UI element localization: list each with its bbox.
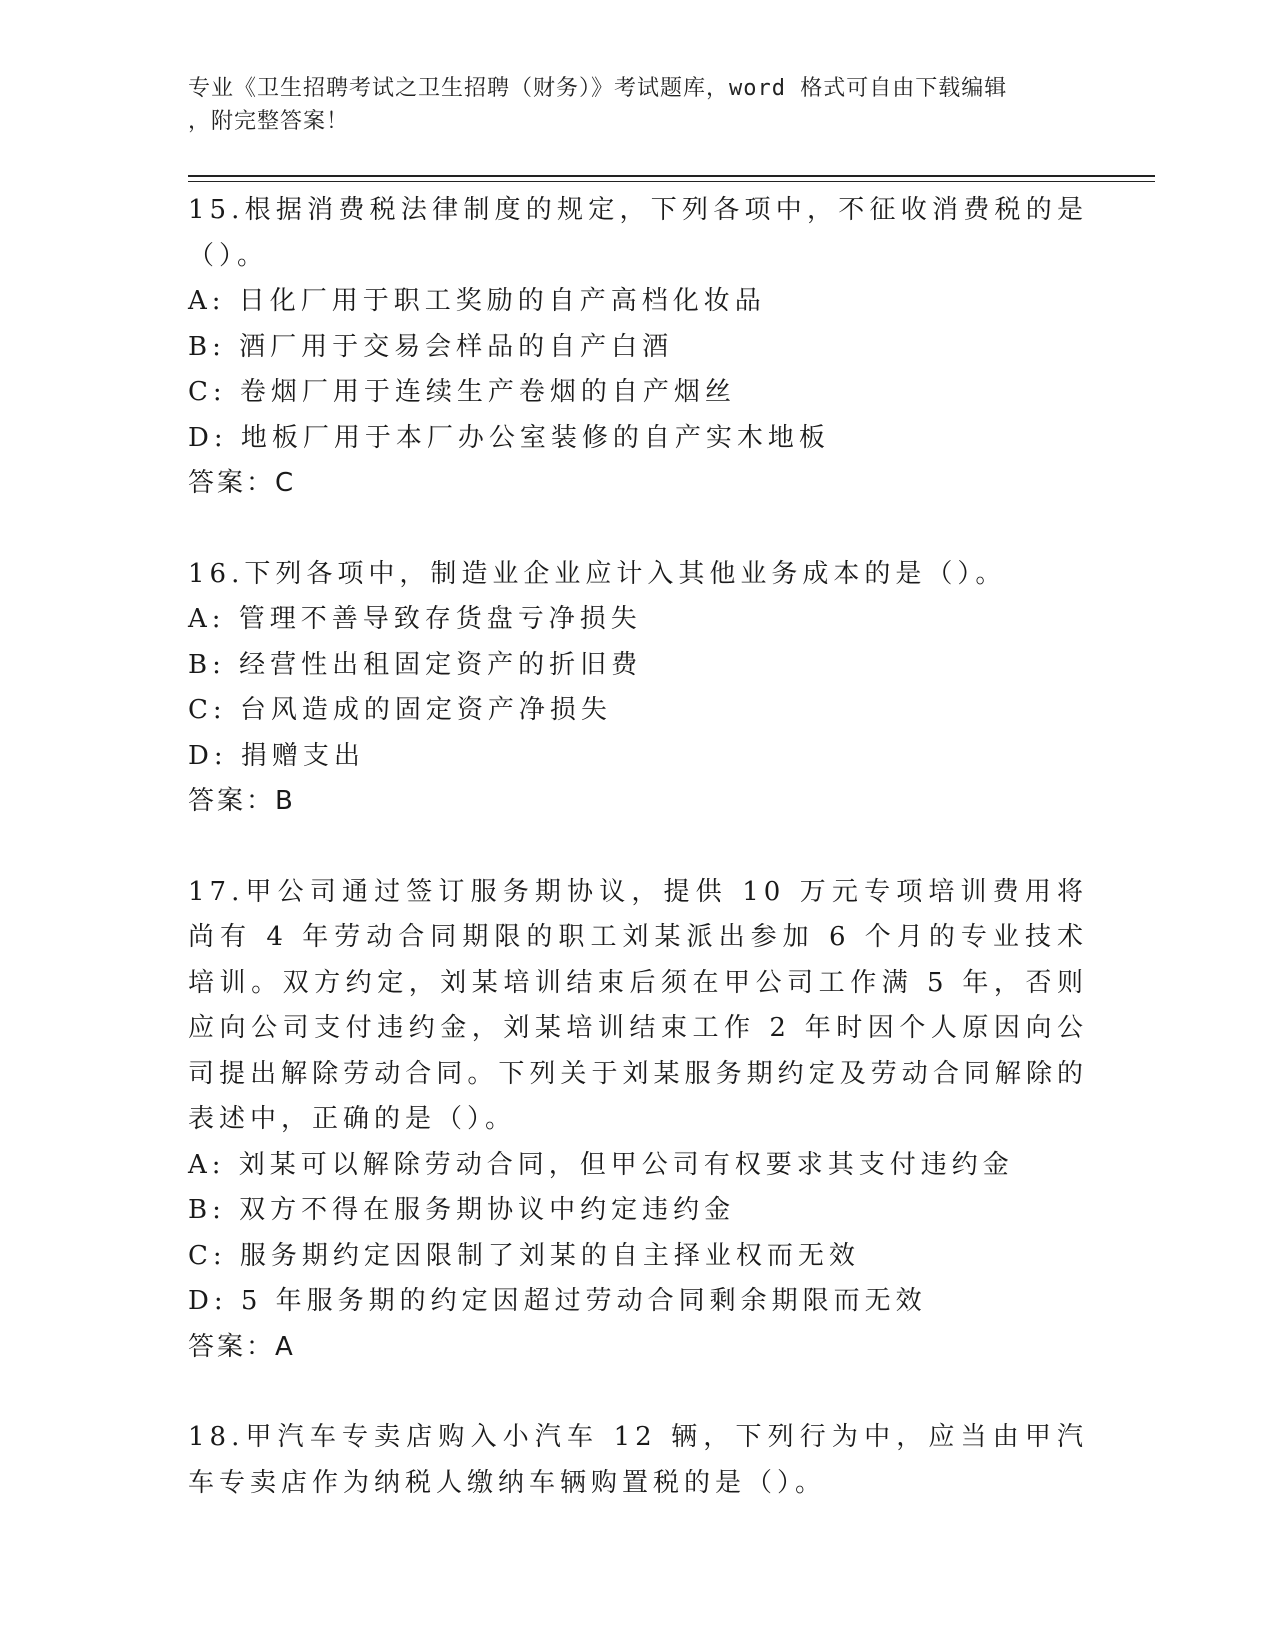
- option-a: A: 管理不善导致存货盘亏净损失: [188, 604, 642, 634]
- answer-text: 答案：A: [188, 1331, 296, 1362]
- header-divider-thin: [188, 181, 1155, 182]
- option-c: C: 服务期约定因限制了刘某的自主择业权而无效: [188, 1240, 860, 1271]
- question-16: [188, 552, 1088, 825]
- option-a: A: 日化厂用于职工奖励的自产高档化妆品: [188, 286, 766, 316]
- option-b: B: 经营性出租固定资产的折旧费: [188, 649, 643, 680]
- option-d: D: 5 年服务期的约定因超过劳动合同剩余期限而无效: [188, 1286, 927, 1316]
- option-d: D: 捐赠支出: [188, 740, 365, 771]
- option-b: B: 双方不得在服务期协议中约定违约金: [188, 1195, 736, 1225]
- question-stem: 18.甲汽车专卖店购入小汽车 12 辆，下列行为中，应当由甲汽车专卖店作为纳税人缴纳车辆购置税的是（）。: [188, 1422, 1088, 1498]
- document-header: [188, 72, 1088, 138]
- header-line-2: ，附完整答案！: [188, 109, 350, 134]
- header-divider-thick: [188, 175, 1155, 177]
- question-stem: 17.甲公司通过签订服务期协议，提供 10 万元专项培训费用将尚有 4 年劳动合同期限的职工刘某派出参加 6 个月的专业技术培训。双方约定，刘某培训结束后须在甲公司工作满 5 年，否则应向公司支付违约金，刘某培训结束工作 2 年时因个人原因向公司提出解除劳动合同。下列关于刘某服务期约定及劳动合同解除的表述中，正确的是（）。: [188, 876, 1088, 1134]
- question-18: [188, 1415, 1088, 1506]
- question-list: [188, 188, 1088, 1551]
- option-b: B: 酒厂用于交易会样品的自产白酒: [188, 331, 674, 362]
- question-17: [188, 870, 1088, 1371]
- option-c: C: 卷烟厂用于连续生产卷烟的自产烟丝: [188, 377, 736, 407]
- question-15: [188, 188, 1088, 507]
- answer-text: 答案：C: [188, 468, 297, 498]
- option-c: C: 台风造成的固定资产净损失: [188, 695, 612, 725]
- question-stem: 16.下列各项中，制造业企业应计入其他业务成本的是（）。: [188, 558, 1007, 589]
- header-line-1: 专业《卫生招聘考试之卫生招聘（财务）》考试题库，word 格式可自由下载编辑: [188, 76, 1008, 101]
- question-stem: 15.根据消费税法律制度的规定，下列各项中，不征收消费税的是（）。: [188, 195, 1088, 271]
- answer-text: 答案：B: [188, 786, 296, 816]
- option-a: A: 刘某可以解除劳动合同，但甲公司有权要求其支付违约金: [188, 1149, 1014, 1180]
- option-d: D: 地板厂用于本厂办公室装修的自产实木地板: [188, 422, 830, 453]
